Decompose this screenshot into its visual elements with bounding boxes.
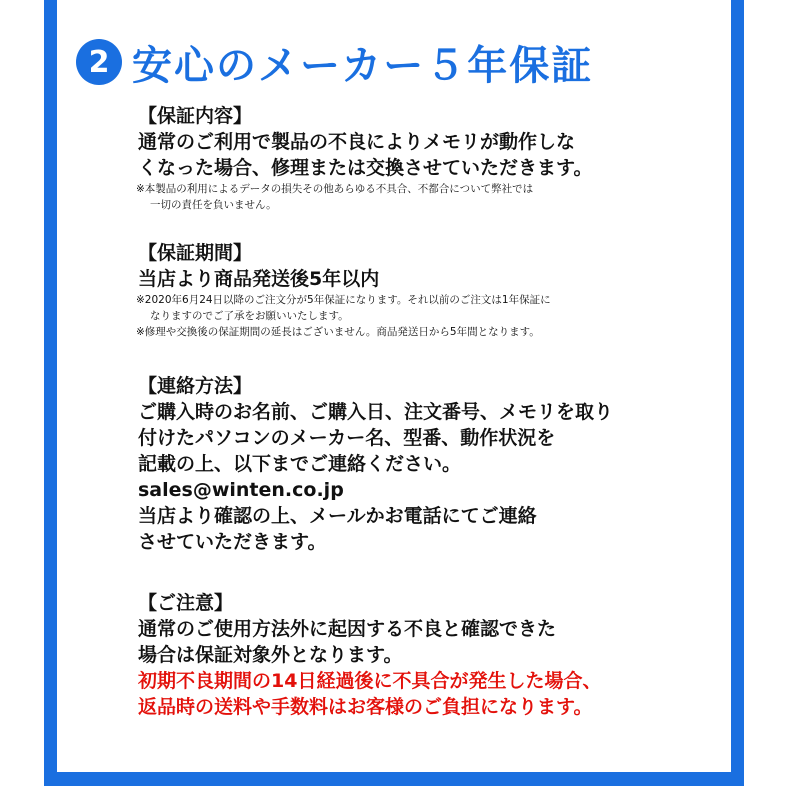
footnote: ※2020年6月24日以降のご注文分が5年保証になります。それ以前のご注文は1年保証に [136, 294, 551, 306]
body-line: 場合は保証対象外となります。 [138, 644, 403, 666]
body-line: くなった場合、修理または交換させていただきます。 [138, 157, 593, 179]
section-warranty-period [138, 240, 718, 340]
footnote: ※修理や交換後の保証期間の延長はございません。商品発送日から5年間となります。 [136, 326, 540, 338]
footnote: 一切の責任を負いません。 [150, 199, 277, 211]
section-contact-method [138, 373, 718, 555]
body-line: 当店より確認の上、メールかお電話にてご連絡 [138, 505, 537, 527]
body-line: 付けたパソコンのメーカー名、型番、動作状況を [138, 427, 556, 449]
warning-line: 返品時の送料や手数料はお客様のご負担になります。 [138, 696, 593, 718]
body-line: させていただきます。 [138, 531, 327, 553]
body-line: 通常のご利用で製品の不良によりメモリが動作しな [138, 131, 576, 153]
footnote: なりますのでご了承をお願いいたします。 [150, 310, 349, 322]
body-line: ご購入時のお名前、ご購入日、注文番号、メモリを取り [138, 401, 614, 423]
body-line: 記載の上、以下までご連絡ください。 [138, 453, 462, 475]
section-warranty-content [138, 103, 718, 213]
warning-line: 初期不良期間の14日経過後に不具合が発生した場合、 [138, 670, 602, 692]
section-heading: 【保証内容】 [138, 105, 253, 127]
body-line: 当店より商品発送後5年以内 [138, 268, 380, 290]
page-title [76, 34, 593, 90]
section-heading: 【連絡方法】 [138, 375, 253, 397]
section-heading: 【ご注意】 [138, 592, 234, 614]
section-heading: 【保証期間】 [138, 242, 253, 264]
footnote: ※本製品の利用によるデータの損失その他あらゆる不具合、不都合について弊社では [136, 183, 534, 195]
section-caution [138, 590, 718, 720]
number-badge: 2 [76, 39, 122, 85]
body-line: 通常のご使用方法外に起因する不良と確認できた [138, 618, 557, 640]
contact-email: sales@winten.co.jp [138, 479, 344, 501]
title-text: 安心のメーカー５年保証 [132, 42, 594, 89]
